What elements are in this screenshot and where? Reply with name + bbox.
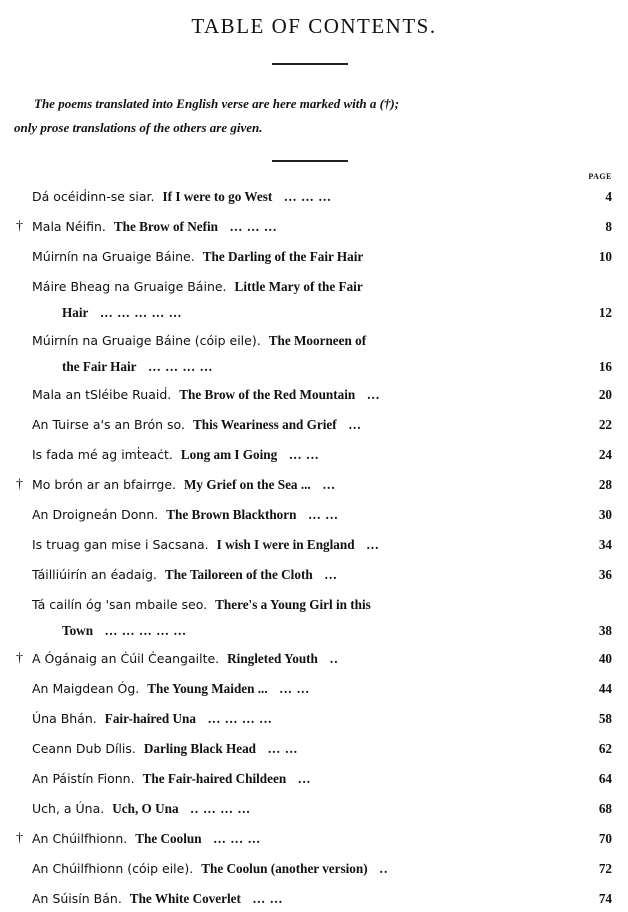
english-title: Fair-haired Una <box>104 711 196 726</box>
english-title: The Darling of the Fair Hair <box>202 249 364 264</box>
toc-entry-title <box>32 886 562 912</box>
note-divider <box>272 160 348 162</box>
page-number: 72 <box>598 861 612 876</box>
note-line-1: The poems translated into English verse are here marked with a (†); <box>34 96 400 111</box>
english-title: This Weariness and Grief <box>192 417 337 432</box>
toc-entry-title <box>32 214 562 240</box>
page-column-header: PAGE <box>588 172 612 181</box>
leader-dots: ... ... ... ... <box>207 711 273 726</box>
toc-entry <box>0 706 628 732</box>
leader-dots: .. ... ... ... <box>190 801 251 816</box>
english-title-continuation: Town <box>62 623 94 638</box>
english-title: Uch, O Una <box>112 801 179 816</box>
english-title-continuation: Hair <box>62 305 89 320</box>
english-title: Ringleted Youth <box>227 651 318 666</box>
page-number: 74 <box>598 891 612 906</box>
leader-dots: ... ... <box>279 681 310 696</box>
leader-dots: .. <box>379 861 389 876</box>
toc-entry <box>0 214 628 240</box>
page-number: 44 <box>598 681 612 696</box>
toc-entry-title <box>32 826 562 852</box>
irish-title: Múirnín na Gruaige Báine (cóip eile). <box>32 333 261 348</box>
leader-dots: ... ... ... <box>284 189 332 204</box>
toc-entry <box>0 796 628 822</box>
translation-note <box>14 92 620 140</box>
leader-dots: ... <box>322 477 336 492</box>
toc-entry-title <box>32 856 562 882</box>
title-divider <box>272 63 348 65</box>
toc-entry <box>0 766 628 792</box>
page-number: 8 <box>605 219 612 234</box>
verse-translation-dagger: † <box>16 831 23 846</box>
toc-entry-title <box>32 736 562 762</box>
toc-entry-title <box>32 328 562 354</box>
irish-title: Múirnín na Gruaige Báine. <box>32 249 195 264</box>
english-title: There's a Young Girl in this <box>215 597 371 612</box>
page-number: 30 <box>598 507 612 522</box>
toc-entry-title <box>32 472 562 498</box>
irish-title: Tá cailín óg 'san mbaile seo. <box>32 597 208 612</box>
toc-entry-title <box>32 532 562 558</box>
english-title: I wish I were in England <box>216 537 355 552</box>
toc-entry-title <box>32 676 562 702</box>
page-number: 64 <box>598 771 612 786</box>
english-title: My Grief on the Sea ... <box>183 477 311 492</box>
irish-title: An Maigdean Óg. <box>32 681 140 696</box>
page-number: 62 <box>598 741 612 756</box>
leader-dots: ... ... <box>289 447 320 462</box>
irish-title: Is truag gan mise i Sacsana. <box>32 537 209 552</box>
toc-entry-title <box>32 502 562 528</box>
leader-dots: ... ... <box>252 891 283 906</box>
verse-translation-dagger: † <box>16 219 23 234</box>
toc-entry <box>0 592 628 644</box>
toc-entry-title <box>32 244 562 270</box>
toc-entry <box>0 184 628 210</box>
irish-title: Úna Bhán. <box>32 711 97 726</box>
english-title: Little Mary of the Fair <box>234 279 363 294</box>
toc-entry-continuation <box>62 300 592 326</box>
english-title: Long am I Going <box>180 447 278 462</box>
toc-entry-title <box>32 442 562 468</box>
page-number: 4 <box>605 189 612 204</box>
english-title: The Coolun <box>135 831 202 846</box>
irish-title: Táilliúirín an éadaig. <box>32 567 157 582</box>
irish-title: Uch, a Úna. <box>32 801 105 816</box>
irish-title: Ceann Dub Dílis. <box>32 741 136 756</box>
irish-title: Dá océiḋinn-se siar. <box>32 189 155 204</box>
page-title: TABLE OF CONTENTS. <box>191 14 437 38</box>
leader-dots: ... <box>367 387 381 402</box>
toc-entry-title <box>32 796 562 822</box>
note-line-2: only prose translations of the others are given. <box>14 120 263 135</box>
irish-title: Máire Bheag na Gruaige Báine. <box>32 279 227 294</box>
toc-entry-title <box>32 184 562 210</box>
toc-entry <box>0 328 628 380</box>
toc-entry-title <box>32 562 562 588</box>
leader-dots: ... ... ... ... ... <box>100 305 183 320</box>
english-title: The Tailoreen of the Cloth <box>164 567 313 582</box>
english-title: The Brown Blackthorn <box>166 507 297 522</box>
leader-dots: ... <box>298 771 312 786</box>
toc-entry-title <box>32 274 562 300</box>
leader-dots: ... ... ... ... ... <box>105 623 187 638</box>
toc-entry-title <box>32 592 562 618</box>
english-title: The Brow of the Red Mountain <box>179 387 356 402</box>
irish-title: Mo brón ar an bfairrge. <box>32 477 176 492</box>
verse-translation-dagger: † <box>16 651 23 666</box>
toc-entry <box>0 646 628 672</box>
toc-entry <box>0 502 628 528</box>
leader-dots: ... ... <box>268 741 299 756</box>
page-number: 28 <box>598 477 612 492</box>
irish-title: An Súisín Bán. <box>32 891 122 906</box>
leader-dots: ... ... ... ... <box>148 359 213 374</box>
toc-entry <box>0 676 628 702</box>
verse-translation-dagger: † <box>16 477 23 492</box>
irish-title: A Ógánaig an Ċúil Ċeangailte. <box>32 651 220 666</box>
toc-entry-title <box>32 646 562 672</box>
irish-title: An Droigneán Donn. <box>32 507 159 522</box>
page-number: 36 <box>598 567 612 582</box>
toc-entry <box>0 532 628 558</box>
page-number: 70 <box>598 831 612 846</box>
leader-dots: ... ... ... <box>213 831 261 846</box>
toc-entry <box>0 274 628 326</box>
toc-entry-title <box>32 382 562 408</box>
page-number: 24 <box>598 447 612 462</box>
page-number: 58 <box>598 711 612 726</box>
english-title: The Coolun (another version) <box>201 861 368 876</box>
toc-entry <box>0 856 628 882</box>
toc-entry-title <box>32 706 562 732</box>
english-title: Darling Black Head <box>143 741 256 756</box>
page-number: 10 <box>598 249 612 264</box>
page-number: 20 <box>598 387 612 402</box>
page-number: 16 <box>598 359 612 374</box>
english-title: The Fair-haired Childeen <box>142 771 287 786</box>
english-title-continuation: the Fair Hair <box>62 359 137 374</box>
toc-entry-continuation <box>62 618 592 644</box>
page-number: 68 <box>598 801 612 816</box>
toc-entry <box>0 442 628 468</box>
leader-dots: ... <box>348 417 362 432</box>
leader-dots: ... <box>324 567 338 582</box>
leader-dots: .. <box>329 651 339 666</box>
irish-title: Mala Néifin. <box>32 219 106 234</box>
toc-entry <box>0 412 628 438</box>
irish-title: An Chúilfhionn. <box>32 831 128 846</box>
page-number: 38 <box>598 623 612 638</box>
toc-entry <box>0 886 628 912</box>
toc-entry <box>0 244 628 270</box>
toc-entry <box>0 472 628 498</box>
toc-entry <box>0 736 628 762</box>
toc-entry <box>0 382 628 408</box>
irish-title: An Chúilfhionn (cóip eile). <box>32 861 194 876</box>
leader-dots: ... ... <box>308 507 339 522</box>
toc-entry <box>0 562 628 588</box>
toc-entry-title <box>32 412 562 438</box>
english-title: The Young Maiden ... <box>147 681 268 696</box>
leader-dots: ... <box>366 537 380 552</box>
leader-dots: ... ... ... <box>230 219 278 234</box>
irish-title: An Tuirse a's an Brón so. <box>32 417 185 432</box>
english-title: If I were to go West <box>162 189 273 204</box>
irish-title: Is fada mé ag imṫeaċt. <box>32 447 173 462</box>
english-title: The Brow of Nefin <box>113 219 218 234</box>
english-title: The White Coverlet <box>129 891 241 906</box>
page-number: 22 <box>598 417 612 432</box>
irish-title: An Páistín Fionn. <box>32 771 135 786</box>
irish-title: Mala an tSléibe Ruaiḋ. <box>32 387 172 402</box>
page-number: 12 <box>598 305 612 320</box>
toc-entry-continuation <box>62 354 592 380</box>
toc-entry-title <box>32 766 562 792</box>
page-number: 34 <box>598 537 612 552</box>
page-number: 40 <box>598 651 612 666</box>
toc-entry <box>0 826 628 852</box>
english-title: The Moorneen of <box>268 333 367 348</box>
